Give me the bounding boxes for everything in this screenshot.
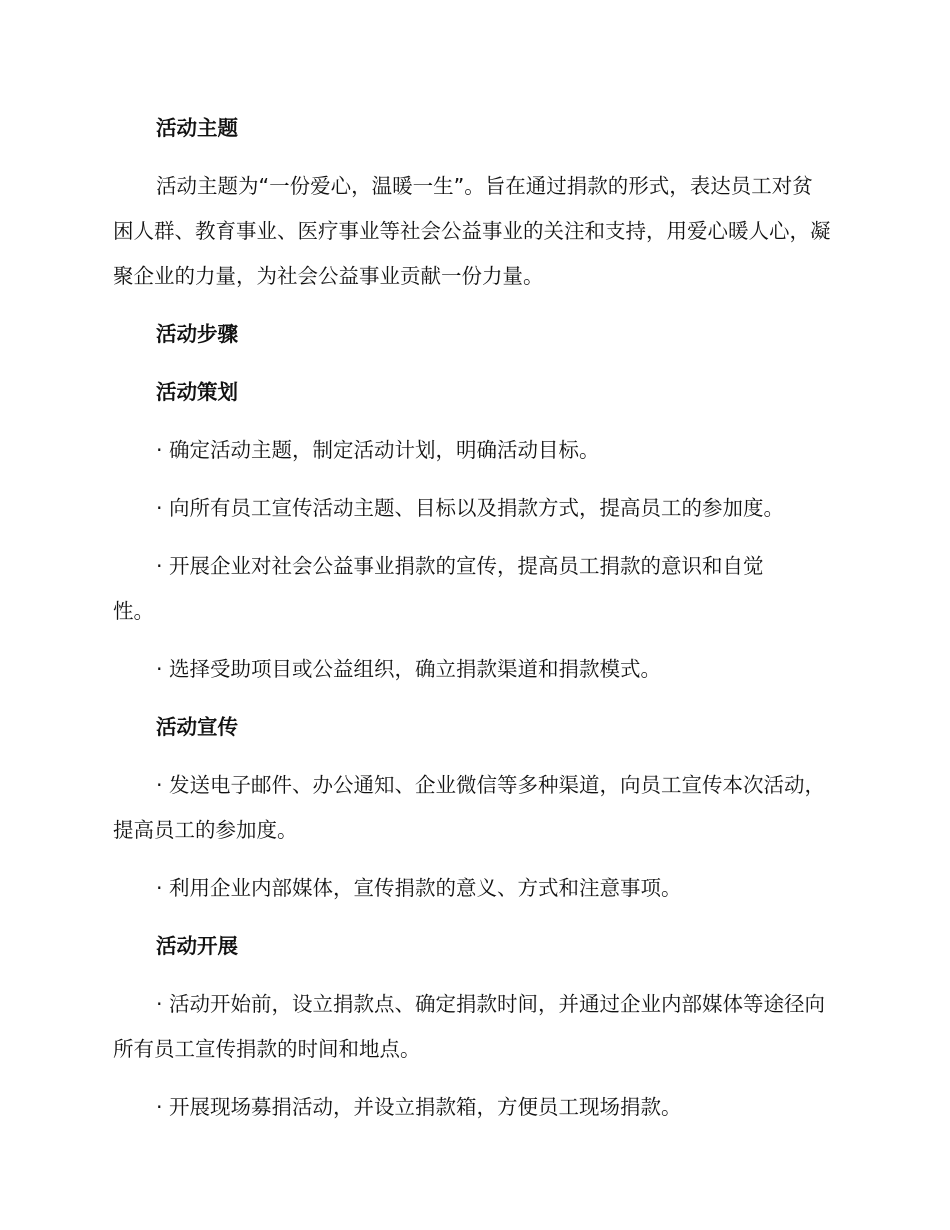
execution-item: · 开展现场募捐活动，并设立捐款箱，方便员工现场捐款。 (156, 1095, 682, 1119)
promotion-item: · 利用企业内部媒体，宣传捐款的意义、方式和注意事项。 (156, 876, 682, 900)
planning-item: · 选择受助项目或公益组织，确立捐款渠道和捐款模式。 (156, 657, 662, 681)
planning-item: · 向所有员工宣传活动主题、目标以及捐款方式，提高员工的参加度。 (156, 496, 785, 520)
planning-item: · 开展企业对社会公益事业捐款的宣传，提高员工捐款的意识和自觉性。 (113, 554, 764, 623)
document-page (113, 106, 833, 1130)
section-heading-promotion: 活动宣传 (156, 715, 238, 739)
planning-item: · 确定活动主题，制定活动计划，明确活动目标。 (156, 438, 600, 462)
theme-paragraph: 活动主题为“一份爱心，温暖一生”。旨在通过捐款的形式，表达员工对贫困人群、教育事业、医疗事业等社会公益事业的关注和支持，用爱心暖人心，凝聚企业的力量，为社会公益事业贡献一份力量。 (113, 174, 831, 288)
section-heading-steps: 活动步骤 (156, 322, 238, 346)
promotion-item: · 发送电子邮件、办公通知、企业微信等多种渠道，向员工宣传本次活动，提高员工的参加度。 (113, 773, 826, 842)
execution-item: · 活动开始前，设立捐款点、确定捐款时间，并通过企业内部媒体等途径向所有员工宣传捐款的时间和地点。 (113, 992, 826, 1061)
section-heading-execution: 活动开展 (156, 934, 238, 958)
section-heading-planning: 活动策划 (156, 380, 238, 404)
section-heading-theme: 活动主题 (156, 116, 238, 140)
